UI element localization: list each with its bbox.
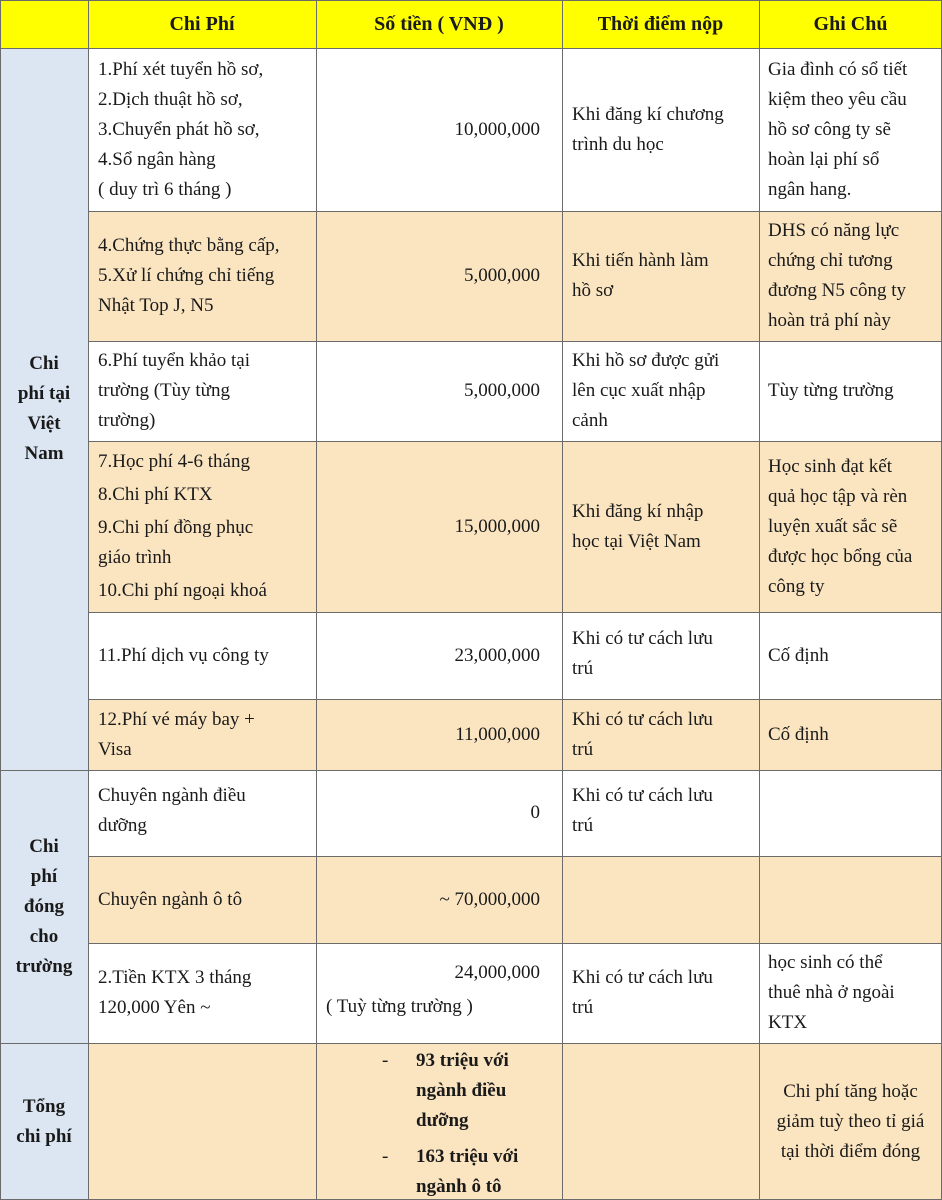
total-cost-cell: [88, 1043, 316, 1200]
note-line: Tùy từng trường: [768, 380, 894, 401]
time-line: Khi tiến hành làm: [572, 250, 709, 271]
cost-line: trường): [98, 410, 156, 431]
note-line: Cố định: [768, 644, 829, 666]
table-row-note: [759, 441, 942, 612]
time-line: trú: [572, 815, 594, 836]
cost-line: 11.Phí dịch vụ công ty: [98, 644, 269, 666]
table-row-cost: [88, 770, 316, 856]
note-line: học sinh có thể: [768, 952, 883, 973]
note-line: KTX: [768, 1012, 808, 1033]
grid-line: [88, 612, 942, 613]
table-row-amount: 10,000,000: [316, 48, 562, 211]
cost-line: dưỡng: [98, 815, 147, 836]
table-row-time: [562, 341, 759, 441]
note-line: ngân hang.: [768, 178, 852, 200]
time-line: Khi có tư cách lưu: [572, 967, 713, 988]
note-line: hồ sơ công ty sẽ: [768, 118, 891, 140]
note-line: hoàn lại phí sổ: [768, 148, 880, 170]
time-line: cảnh: [572, 410, 608, 431]
section-vietnam-line: phí tại: [17, 383, 71, 404]
table-row-amount: 15,000,000: [316, 441, 562, 612]
table-row-note: [759, 699, 942, 770]
note-line: hoàn trả phí này: [768, 310, 891, 331]
table-row-note: [759, 211, 942, 341]
header-amount: Số tiền ( VNĐ ): [316, 0, 562, 48]
cost-line: 2.Dịch thuật hồ sơ,: [98, 88, 243, 110]
header-note: Ghi Chú: [759, 0, 942, 48]
section-school-line: phí: [30, 865, 58, 887]
time-line: trú: [572, 658, 594, 679]
table-row-time: [562, 943, 759, 1043]
grid-line: [88, 341, 942, 342]
table-row-amount: 5,000,000: [316, 211, 562, 341]
amount-note: ( Tuỳ từng trường ): [326, 996, 473, 1017]
grid-line: [88, 943, 942, 944]
grid-line: [88, 441, 942, 442]
grid-line: [759, 0, 760, 1200]
time-line: học tại Việt Nam: [572, 530, 701, 552]
cost-line: ( duy trì 6 tháng ): [98, 178, 232, 200]
header-corner: [0, 0, 88, 48]
table-row-note: [759, 770, 942, 856]
cost-line: Chuyên ngành điều: [98, 785, 246, 806]
table-row-amount: 11,000,000: [316, 699, 562, 770]
note-line: được học bổng của: [768, 545, 913, 567]
total-line: dưỡng: [416, 1110, 469, 1131]
grid-line: [0, 1043, 942, 1044]
cost-line: 6.Phí tuyển khảo tại: [98, 350, 250, 371]
section-school-line: đóng: [23, 895, 65, 917]
note-line: công ty: [768, 575, 825, 597]
table-row-cost: [88, 856, 316, 943]
table-row-time: [562, 699, 759, 770]
cost-line: 3.Chuyển phát hồ sơ,: [98, 118, 260, 140]
header-time: Thời điểm nộp: [562, 0, 759, 48]
note-line: DHS có năng lực: [768, 220, 900, 241]
table-row-cost: [88, 943, 316, 1043]
grid-line: [0, 0, 1, 1200]
total-item-nursing: [416, 1046, 509, 1136]
time-line: trình du học: [572, 133, 664, 155]
grid-line: [88, 211, 942, 212]
table-row-note: [759, 341, 942, 441]
total-amount-cell: [316, 1043, 562, 1200]
grid-line: [88, 856, 942, 857]
bullet-dash: -: [382, 1146, 389, 1167]
note-line: luyện xuất sắc sẽ: [768, 515, 898, 537]
section-total-label: [0, 1043, 88, 1200]
table-row-note: [759, 856, 942, 943]
time-line: Khi đăng kí chương: [572, 103, 724, 125]
cost-line: 12.Phí vé máy bay +: [98, 708, 255, 730]
grid-line: [0, 0, 942, 1]
grid-line: [88, 699, 942, 700]
total-line: ngành ô tô: [416, 1176, 502, 1197]
table-row-note: [759, 943, 942, 1043]
grid-line: [88, 0, 89, 1200]
time-line: Khi có tư cách lưu: [572, 785, 713, 806]
total-time-cell: [562, 1043, 759, 1200]
section-vietnam-line: Nam: [24, 443, 64, 464]
time-line: Khi có tư cách lưu: [572, 708, 713, 730]
table-row-time: [562, 856, 759, 943]
section-school-line: cho: [29, 925, 59, 947]
table-row-cost: [88, 699, 316, 770]
section-total-line: chi phí: [16, 1125, 72, 1147]
total-line: 93 triệu với: [416, 1050, 509, 1071]
note-line: đương N5 công ty: [768, 280, 907, 301]
cost-line: trường (Tùy từng: [98, 380, 230, 401]
cost-line: Nhật Top J, N5: [98, 295, 214, 316]
table-row-time: [562, 770, 759, 856]
time-line: Khi có tư cách lưu: [572, 628, 713, 649]
note-line: Học sinh đạt kết: [768, 455, 893, 477]
table-row-cost: [88, 48, 316, 211]
note-line: tại thời điểm đóng: [780, 1140, 921, 1162]
note-line: chứng chỉ tương: [768, 250, 893, 271]
note-line: Cố định: [768, 723, 829, 745]
grid-line: [0, 770, 942, 771]
cost-line: Visa: [98, 738, 132, 760]
amount-value: 24,000,000: [454, 962, 540, 983]
section-school-line: Chi: [29, 835, 59, 857]
table-row-note: [759, 48, 942, 211]
table-row-cost: [88, 612, 316, 699]
table-row-cost: [88, 441, 316, 612]
table-row-amount: [316, 943, 562, 1043]
table-row-amount: ~ 70,000,000: [316, 856, 562, 943]
table-row-time: [562, 612, 759, 699]
section-school-line: trường: [15, 955, 73, 977]
cost-line: 5.Xử lí chứng chỉ tiếng: [98, 265, 275, 286]
total-note-cell: [759, 1043, 942, 1200]
section-school-label: [0, 770, 88, 1043]
total-line: ngành điều: [416, 1080, 507, 1101]
bullet-dash: -: [382, 1050, 389, 1071]
table-row-amount: 23,000,000: [316, 612, 562, 699]
total-item-auto: [416, 1142, 518, 1200]
header-cost: Chi Phí: [88, 0, 316, 48]
note-line: Chi phí tăng hoặc: [783, 1080, 918, 1102]
cost-line: 120,000 Yên ~: [98, 997, 211, 1018]
note-line: thuê nhà ở ngoài: [768, 982, 895, 1003]
grid-line: [316, 0, 317, 1200]
table-row-cost: [88, 211, 316, 341]
total-line: 163 triệu với: [416, 1146, 519, 1167]
time-line: Khi đăng kí nhập: [572, 500, 704, 522]
table-row-note: [759, 612, 942, 699]
cost-line: 9.Chi phí đồng phục: [98, 517, 254, 538]
grid-line: [562, 0, 563, 1200]
section-vietnam-line: Chi: [29, 353, 59, 374]
table-row-amount: 0: [316, 770, 562, 856]
time-line: hồ sơ: [572, 280, 614, 301]
section-vietnam-label: [0, 48, 88, 770]
table-row-cost: [88, 341, 316, 441]
time-line: trú: [572, 738, 594, 760]
table-row-time: [562, 48, 759, 211]
note-line: giảm tuỳ theo tỉ giá: [776, 1110, 925, 1132]
note-line: kiệm theo yêu cầu: [768, 88, 907, 110]
cost-line: giáo trình: [98, 547, 172, 568]
table-row-time: [562, 441, 759, 612]
note-line: quả học tập và rèn: [768, 485, 908, 507]
cost-line: 10.Chi phí ngoại khoá: [98, 580, 267, 601]
time-line: trú: [572, 997, 594, 1018]
cost-line: 4.Chứng thực bằng cấp,: [98, 235, 280, 256]
section-vietnam-line: Việt: [27, 413, 61, 434]
cost-line: 2.Tiền KTX 3 tháng: [98, 967, 252, 988]
cost-line: 7.Học phí 4-6 tháng: [98, 451, 250, 472]
time-line: Khi hồ sơ được gửi: [572, 350, 720, 371]
cost-line: 8.Chi phí KTX: [98, 484, 213, 505]
section-total-line: Tổng: [22, 1095, 66, 1117]
table-row-time: [562, 211, 759, 341]
cost-line: 1.Phí xét tuyển hồ sơ,: [98, 58, 264, 80]
note-line: Gia đình có sổ tiết: [768, 58, 908, 80]
cost-line: 4.Sổ ngân hàng: [98, 148, 216, 170]
time-line: lên cục xuất nhập: [572, 380, 706, 401]
grid-line: [0, 48, 942, 49]
table-row-amount: 5,000,000: [316, 341, 562, 441]
cost-line: Chuyên ngành ô tô: [98, 888, 243, 910]
